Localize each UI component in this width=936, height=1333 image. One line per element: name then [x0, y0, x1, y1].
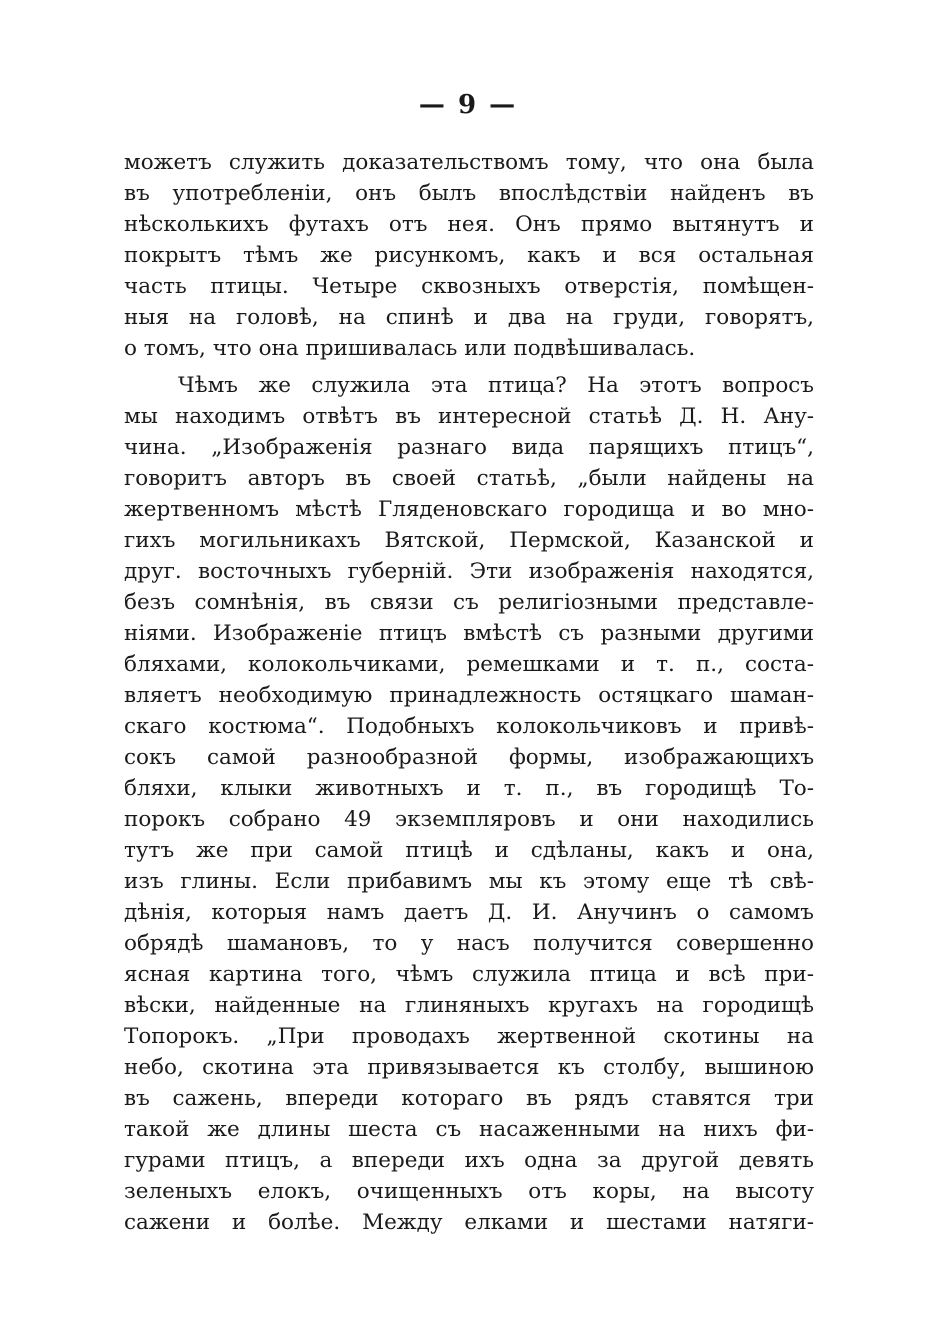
- text-line: о томъ, что она пришивалась или подвѣшивалась.: [124, 336, 696, 361]
- text-line: чина. „Изображенія разнаго вида парящихъ птицъ“,: [124, 435, 814, 460]
- text-line: Топорокъ. „При проводахъ жертвенной скотины на: [124, 1024, 814, 1049]
- paragraph-main: [124, 370, 814, 1238]
- text-line: порокъ собрано 49 экземпляровъ и они находились: [124, 807, 814, 832]
- text-line: жертвенномъ мѣстѣ Гляденовскаго городища и во мно-: [124, 497, 814, 522]
- text-line: гурами птицъ, а впереди ихъ одна за другой девять: [124, 1148, 814, 1173]
- paragraph-continuation: [124, 147, 814, 364]
- text-line: покрытъ тѣмъ же рисункомъ, какъ и вся остальная: [124, 243, 814, 268]
- text-line: сажени и болѣе. Между елками и шестами натяги-: [124, 1210, 814, 1235]
- text-line: мы находимъ отвѣтъ въ интересной статьѣ Д. Н. Ану-: [124, 404, 814, 429]
- text-line: говоритъ авторъ въ своей статьѣ, „были найдены на: [124, 466, 814, 491]
- text-line: такой же длины шеста съ насаженными на нихъ фи-: [124, 1117, 814, 1142]
- text-line: скаго костюма“. Подобныхъ колокольчиковъ и привѣ-: [124, 714, 814, 739]
- text-line: ніями. Изображеніе птицъ вмѣстѣ съ разными другими: [124, 621, 814, 646]
- text-line: гихъ могильникахъ Вятской, Пермской, Казанской и: [124, 528, 814, 553]
- text-line: ясная картина того, чѣмъ служила птица и всѣ при-: [124, 962, 814, 987]
- text-line: ныя на головѣ, на спинѣ и два на груди, говорятъ,: [124, 305, 814, 330]
- text-line: друг. восточныхъ губерній. Эти изображенія находятся,: [124, 559, 814, 584]
- text-line: можетъ служить доказательствомъ тому, что она была: [124, 150, 814, 175]
- text-line: небо, скотина эта привязывается къ столбу, вышиною: [124, 1055, 814, 1080]
- text-line: бляхами, колокольчиками, ремешками и т. п., соста-: [124, 652, 814, 677]
- text-line: вѣски, найденные на глиняныхъ кругахъ на городищѣ: [124, 993, 814, 1018]
- text-line: сокъ самой разнообразной формы, изображающихъ: [124, 745, 814, 770]
- text-line: изъ глины. Если прибавимъ мы къ этому еще тѣ свѣ-: [124, 869, 814, 894]
- text-line: въ сажень, впереди котораго въ рядъ ставятся три: [124, 1086, 814, 1111]
- text-line: безъ сомнѣнія, въ связи съ религіозными представле-: [124, 590, 814, 615]
- text-line: нѣсколькихъ футахъ отъ нея. Онъ прямо вытянутъ и: [124, 212, 814, 237]
- text-line: обрядѣ шамановъ, то у насъ получится совершенно: [124, 931, 814, 956]
- text-line: тутъ же при самой птицѣ и сдѣланы, какъ и она,: [124, 838, 814, 863]
- text-line: зеленыхъ елокъ, очищенныхъ отъ коры, на высоту: [124, 1179, 814, 1204]
- text-line: вляетъ необходимую принадлежность остяцкаго шаман-: [124, 683, 814, 708]
- page-number: — 9 —: [418, 90, 518, 120]
- text-line: часть птицы. Четыре сквозныхъ отверстія, помѣщен-: [124, 274, 814, 299]
- text-line: дѣнія, которыя намъ даетъ Д. И. Анучинъ о самомъ: [124, 900, 814, 925]
- text-line: Чѣмъ же служила эта птица? На этотъ вопросъ: [178, 373, 814, 398]
- text-line: въ употребленіи, онъ былъ впослѣдствіи найденъ въ: [124, 181, 814, 206]
- text-line: бляхи, клыки животныхъ и т. п., въ городищѣ То-: [124, 776, 814, 801]
